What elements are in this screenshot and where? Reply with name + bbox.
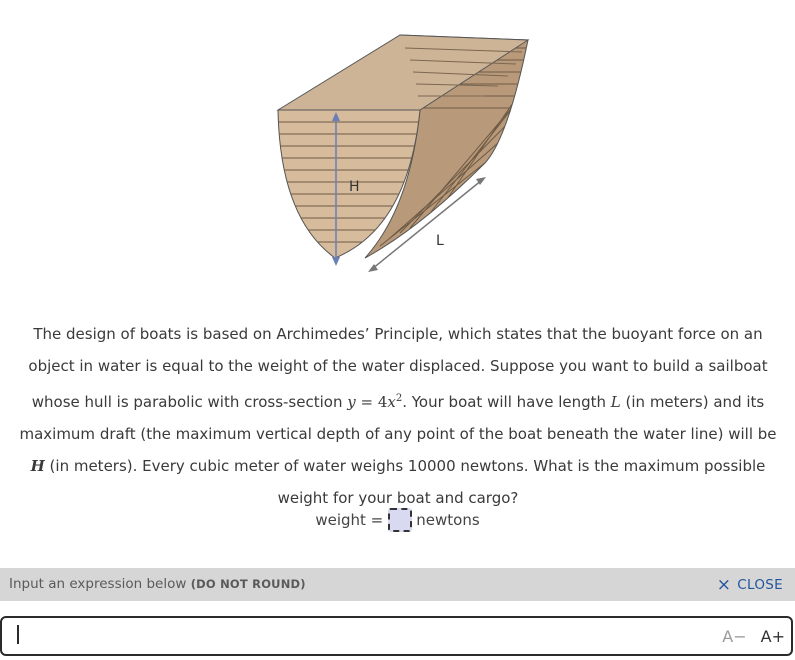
height-label: H (349, 179, 360, 195)
text-cursor (17, 625, 19, 644)
var-length: L (610, 392, 621, 411)
weight-label: weight = (315, 511, 384, 529)
answer-row (0, 504, 795, 536)
var-height: H (30, 457, 45, 476)
prompt-note: (DO NOT ROUND) (190, 577, 306, 591)
problem-text-3: (in meters) and its maximum draft (the maximum vertical depth of any point of the boat beneath the water line) will be (19, 392, 777, 443)
answer-input-box[interactable] (388, 508, 412, 532)
input-prompt: Input an expression below (DO NOT ROUND) (9, 576, 306, 592)
problem-text-2: . Your boat will have length (402, 392, 611, 411)
problem-text-4: (in meters). Every cubic meter of water weighs 10000 newtons. What is the maximum possible weight for your boat and cargo? (44, 457, 766, 508)
unit-label: newtons (416, 511, 480, 529)
problem-statement (14, 318, 782, 515)
length-label: L (436, 233, 444, 249)
input-toolbar (0, 568, 795, 601)
increase-font-button[interactable]: A+ (760, 627, 785, 646)
expression-input[interactable] (0, 616, 793, 656)
problem-text-1: The design of boats is based on Archimedes’ Principle, which states that the buoyant force on an object in water is equal to the weight of the water displaced. Suppose you want to build a sailboat whose hull is parabolic with cross-section (28, 325, 768, 411)
font-size-controls (722, 627, 785, 646)
close-button[interactable] (717, 575, 783, 595)
boat-hull-figure (270, 28, 540, 278)
close-label: CLOSE (737, 577, 783, 593)
equation: $y = 4x^2$ (347, 392, 403, 411)
decrease-font-button[interactable]: A− (722, 627, 747, 646)
close-icon: × (716, 575, 732, 595)
